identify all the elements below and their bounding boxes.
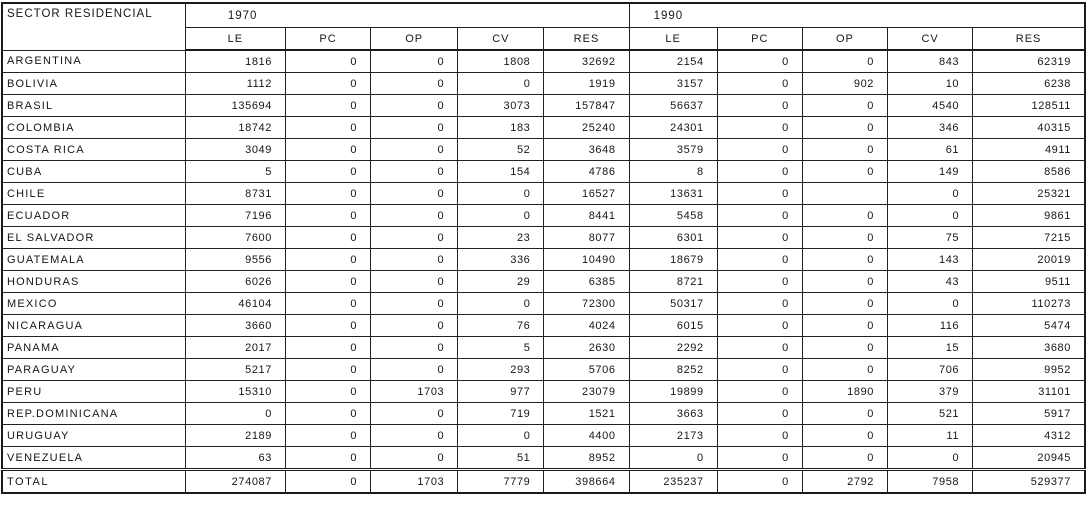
value-cell: 18679 — [629, 249, 717, 271]
value-cell: 8731 — [185, 183, 285, 205]
value-cell: 0 — [371, 359, 458, 381]
value-cell: 0 — [371, 315, 458, 337]
value-cell: 5458 — [629, 205, 717, 227]
country-cell: GUATEMALA — [2, 249, 185, 271]
value-cell: 51 — [458, 447, 544, 470]
value-cell: 23079 — [544, 381, 629, 403]
value-cell: 843 — [888, 50, 973, 73]
value-cell: 0 — [285, 315, 370, 337]
value-cell: 7196 — [185, 205, 285, 227]
value-cell: 56637 — [629, 95, 717, 117]
value-cell: 46104 — [185, 293, 285, 315]
value-cell: 3157 — [629, 73, 717, 95]
table-row — [2, 315, 1085, 337]
value-cell: 0 — [717, 447, 802, 470]
value-cell: 0 — [717, 139, 802, 161]
value-cell: 0 — [802, 403, 887, 425]
value-cell: 2154 — [629, 50, 717, 73]
value-cell: 0 — [717, 161, 802, 183]
value-cell: 19899 — [629, 381, 717, 403]
value-cell: 0 — [371, 183, 458, 205]
value-cell: 0 — [285, 139, 370, 161]
table-row — [2, 73, 1085, 95]
value-cell: 0 — [717, 183, 802, 205]
value-cell: 0 — [371, 293, 458, 315]
value-cell: 76 — [458, 315, 544, 337]
total-value-cell: 1703 — [371, 470, 458, 494]
col-header-le-1990: LE — [629, 28, 717, 51]
value-cell: 0 — [717, 73, 802, 95]
table-row — [2, 381, 1085, 403]
value-cell: 0 — [371, 447, 458, 470]
value-cell: 7600 — [185, 227, 285, 249]
value-cell: 0 — [371, 271, 458, 293]
value-cell: 293 — [458, 359, 544, 381]
value-cell: 0 — [888, 293, 973, 315]
total-value-cell: 0 — [285, 470, 370, 494]
table-header — [2, 3, 1085, 50]
value-cell — [802, 183, 887, 205]
value-cell: 0 — [285, 403, 370, 425]
value-cell: 6026 — [185, 271, 285, 293]
col-header-cv-1990: CV — [888, 28, 973, 51]
table-row — [2, 227, 1085, 249]
value-cell: 0 — [717, 403, 802, 425]
value-cell: 0 — [802, 95, 887, 117]
year-header-row — [2, 3, 1085, 28]
value-cell: 3648 — [544, 139, 629, 161]
value-cell: 0 — [371, 139, 458, 161]
value-cell: 0 — [285, 183, 370, 205]
value-cell: 1919 — [544, 73, 629, 95]
table-row — [2, 205, 1085, 227]
col-header-res-1990: RES — [973, 28, 1085, 51]
value-cell: 521 — [888, 403, 973, 425]
value-cell: 2173 — [629, 425, 717, 447]
total-value-cell: 398664 — [544, 470, 629, 494]
value-cell: 0 — [717, 425, 802, 447]
value-cell: 2017 — [185, 337, 285, 359]
country-cell: PANAMA — [2, 337, 185, 359]
value-cell: 31101 — [973, 381, 1085, 403]
value-cell: 15310 — [185, 381, 285, 403]
value-cell: 16527 — [544, 183, 629, 205]
value-cell: 0 — [285, 50, 370, 73]
value-cell: 0 — [802, 293, 887, 315]
value-cell: 3049 — [185, 139, 285, 161]
value-cell: 0 — [717, 205, 802, 227]
table-row — [2, 161, 1085, 183]
table-row — [2, 271, 1085, 293]
value-cell: 0 — [285, 337, 370, 359]
value-cell: 5217 — [185, 359, 285, 381]
value-cell: 110273 — [973, 293, 1085, 315]
table-row — [2, 403, 1085, 425]
value-cell: 25240 — [544, 117, 629, 139]
table-row — [2, 249, 1085, 271]
value-cell: 0 — [802, 271, 887, 293]
value-cell: 719 — [458, 403, 544, 425]
value-cell: 5706 — [544, 359, 629, 381]
value-cell: 8952 — [544, 447, 629, 470]
table-row — [2, 95, 1085, 117]
value-cell: 4540 — [888, 95, 973, 117]
value-cell: 20019 — [973, 249, 1085, 271]
value-cell: 0 — [717, 271, 802, 293]
table-row — [2, 337, 1085, 359]
value-cell: 706 — [888, 359, 973, 381]
value-cell: 1703 — [371, 381, 458, 403]
value-cell: 379 — [888, 381, 973, 403]
value-cell: 0 — [285, 425, 370, 447]
value-cell: 61 — [888, 139, 973, 161]
value-cell: 5 — [458, 337, 544, 359]
value-cell: 0 — [285, 95, 370, 117]
value-cell: 3660 — [185, 315, 285, 337]
value-cell: 1521 — [544, 403, 629, 425]
total-value-cell: 0 — [717, 470, 802, 494]
value-cell: 0 — [285, 271, 370, 293]
value-cell: 0 — [802, 139, 887, 161]
value-cell: 0 — [285, 117, 370, 139]
value-cell: 157847 — [544, 95, 629, 117]
country-cell: VENEZUELA — [2, 447, 185, 470]
table-row — [2, 139, 1085, 161]
value-cell: 15 — [888, 337, 973, 359]
value-cell: 0 — [371, 205, 458, 227]
value-cell: 0 — [371, 161, 458, 183]
value-cell: 5 — [185, 161, 285, 183]
value-cell: 128511 — [973, 95, 1085, 117]
residential-sector-table — [1, 2, 1086, 494]
total-row — [2, 470, 1085, 494]
value-cell: 0 — [458, 73, 544, 95]
value-cell: 2292 — [629, 337, 717, 359]
value-cell: 0 — [802, 117, 887, 139]
value-cell: 0 — [285, 205, 370, 227]
value-cell: 20945 — [973, 447, 1085, 470]
value-cell: 75 — [888, 227, 973, 249]
value-cell: 0 — [802, 359, 887, 381]
value-cell: 0 — [285, 359, 370, 381]
col-header-op-1990: OP — [802, 28, 887, 51]
value-cell: 43 — [888, 271, 973, 293]
total-label-cell: TOTAL — [2, 470, 185, 494]
value-cell: 0 — [371, 227, 458, 249]
value-cell: 6015 — [629, 315, 717, 337]
value-cell: 32692 — [544, 50, 629, 73]
value-cell: 50317 — [629, 293, 717, 315]
value-cell: 0 — [371, 73, 458, 95]
value-cell: 149 — [888, 161, 973, 183]
country-cell: CHILE — [2, 183, 185, 205]
value-cell: 0 — [802, 205, 887, 227]
value-cell: 3663 — [629, 403, 717, 425]
value-cell: 10 — [888, 73, 973, 95]
value-cell: 18742 — [185, 117, 285, 139]
table-body — [2, 50, 1085, 470]
value-cell: 183 — [458, 117, 544, 139]
value-cell: 0 — [371, 50, 458, 73]
value-cell: 2189 — [185, 425, 285, 447]
value-cell: 5474 — [973, 315, 1085, 337]
value-cell: 6385 — [544, 271, 629, 293]
value-cell: 0 — [458, 183, 544, 205]
col-header-pc-1990: PC — [717, 28, 802, 51]
country-cell: PERU — [2, 381, 185, 403]
table-row — [2, 359, 1085, 381]
value-cell: 23 — [458, 227, 544, 249]
col-header-le-1970: LE — [185, 28, 285, 51]
value-cell: 52 — [458, 139, 544, 161]
value-cell: 4400 — [544, 425, 629, 447]
value-cell: 13631 — [629, 183, 717, 205]
value-cell: 902 — [802, 73, 887, 95]
value-cell: 4911 — [973, 139, 1085, 161]
country-cell: COSTA RICA — [2, 139, 185, 161]
value-cell: 0 — [802, 161, 887, 183]
value-cell: 0 — [802, 227, 887, 249]
value-cell: 0 — [285, 381, 370, 403]
value-cell: 0 — [802, 249, 887, 271]
value-cell: 29 — [458, 271, 544, 293]
value-cell: 9952 — [973, 359, 1085, 381]
table-row — [2, 117, 1085, 139]
value-cell: 0 — [285, 227, 370, 249]
value-cell: 116 — [888, 315, 973, 337]
value-cell: 0 — [458, 205, 544, 227]
value-cell: 154 — [458, 161, 544, 183]
table-row — [2, 447, 1085, 470]
col-header-op-1970: OP — [371, 28, 458, 51]
country-cell: PARAGUAY — [2, 359, 185, 381]
value-cell: 3680 — [973, 337, 1085, 359]
value-cell: 0 — [888, 447, 973, 470]
value-cell: 6301 — [629, 227, 717, 249]
table-title-cell: SECTOR RESIDENCIAL — [2, 3, 185, 50]
value-cell: 8252 — [629, 359, 717, 381]
country-cell: URUGUAY — [2, 425, 185, 447]
total-value-cell: 235237 — [629, 470, 717, 494]
country-cell: BOLIVIA — [2, 73, 185, 95]
value-cell: 0 — [285, 293, 370, 315]
value-cell: 24301 — [629, 117, 717, 139]
value-cell: 0 — [458, 293, 544, 315]
value-cell: 25321 — [973, 183, 1085, 205]
value-cell: 7215 — [973, 227, 1085, 249]
value-cell: 0 — [802, 315, 887, 337]
value-cell: 1816 — [185, 50, 285, 73]
value-cell: 8077 — [544, 227, 629, 249]
country-cell: ECUADOR — [2, 205, 185, 227]
value-cell: 0 — [717, 117, 802, 139]
value-cell: 0 — [371, 117, 458, 139]
value-cell: 9511 — [973, 271, 1085, 293]
value-cell: 0 — [285, 161, 370, 183]
value-cell: 63 — [185, 447, 285, 470]
value-cell: 0 — [285, 73, 370, 95]
table-footer — [2, 470, 1085, 494]
table-row — [2, 293, 1085, 315]
value-cell: 0 — [285, 447, 370, 470]
col-header-res-1970: RES — [544, 28, 629, 51]
value-cell: 8441 — [544, 205, 629, 227]
value-cell: 0 — [371, 249, 458, 271]
col-header-cv-1970: CV — [458, 28, 544, 51]
value-cell: 6238 — [973, 73, 1085, 95]
value-cell: 62319 — [973, 50, 1085, 73]
country-cell: NICARAGUA — [2, 315, 185, 337]
value-cell: 0 — [888, 183, 973, 205]
value-cell: 9556 — [185, 249, 285, 271]
value-cell: 72300 — [544, 293, 629, 315]
value-cell: 0 — [802, 50, 887, 73]
value-cell: 0 — [371, 425, 458, 447]
year-group-1990: 1990 — [629, 3, 1085, 28]
value-cell: 0 — [371, 403, 458, 425]
value-cell: 1890 — [802, 381, 887, 403]
value-cell: 4024 — [544, 315, 629, 337]
value-cell: 0 — [371, 95, 458, 117]
value-cell: 11 — [888, 425, 973, 447]
country-cell: ARGENTINA — [2, 50, 185, 73]
value-cell: 0 — [717, 315, 802, 337]
total-value-cell: 2792 — [802, 470, 887, 494]
table-row — [2, 425, 1085, 447]
country-cell: MEXICO — [2, 293, 185, 315]
value-cell: 0 — [629, 447, 717, 470]
value-cell: 8721 — [629, 271, 717, 293]
value-cell: 977 — [458, 381, 544, 403]
value-cell: 9861 — [973, 205, 1085, 227]
value-cell: 8586 — [973, 161, 1085, 183]
table-row — [2, 50, 1085, 73]
value-cell: 3579 — [629, 139, 717, 161]
value-cell: 0 — [717, 95, 802, 117]
value-cell: 1112 — [185, 73, 285, 95]
value-cell: 1808 — [458, 50, 544, 73]
value-cell: 0 — [802, 337, 887, 359]
country-cell: EL SALVADOR — [2, 227, 185, 249]
country-cell: HONDURAS — [2, 271, 185, 293]
value-cell: 0 — [458, 425, 544, 447]
col-header-pc-1970: PC — [285, 28, 370, 51]
value-cell: 0 — [185, 403, 285, 425]
value-cell: 8 — [629, 161, 717, 183]
country-cell: CUBA — [2, 161, 185, 183]
value-cell: 0 — [717, 381, 802, 403]
value-cell: 0 — [285, 249, 370, 271]
value-cell: 0 — [802, 425, 887, 447]
value-cell: 336 — [458, 249, 544, 271]
country-cell: BRASIL — [2, 95, 185, 117]
year-group-1970: 1970 — [185, 3, 629, 28]
value-cell: 0 — [717, 337, 802, 359]
total-value-cell: 7779 — [458, 470, 544, 494]
value-cell: 0 — [717, 359, 802, 381]
total-value-cell: 7958 — [888, 470, 973, 494]
value-cell: 0 — [888, 205, 973, 227]
value-cell: 5917 — [973, 403, 1085, 425]
table-row — [2, 183, 1085, 205]
value-cell: 0 — [717, 227, 802, 249]
country-cell: COLOMBIA — [2, 117, 185, 139]
value-cell: 135694 — [185, 95, 285, 117]
value-cell: 4312 — [973, 425, 1085, 447]
value-cell: 4786 — [544, 161, 629, 183]
value-cell: 0 — [802, 447, 887, 470]
value-cell: 143 — [888, 249, 973, 271]
value-cell: 0 — [717, 249, 802, 271]
total-value-cell: 529377 — [973, 470, 1085, 494]
value-cell: 0 — [717, 50, 802, 73]
country-cell: REP.DOMINICANA — [2, 403, 185, 425]
total-value-cell: 274087 — [185, 470, 285, 494]
value-cell: 0 — [371, 337, 458, 359]
value-cell: 3073 — [458, 95, 544, 117]
value-cell: 346 — [888, 117, 973, 139]
value-cell: 0 — [717, 293, 802, 315]
value-cell: 40315 — [973, 117, 1085, 139]
value-cell: 10490 — [544, 249, 629, 271]
value-cell: 2630 — [544, 337, 629, 359]
